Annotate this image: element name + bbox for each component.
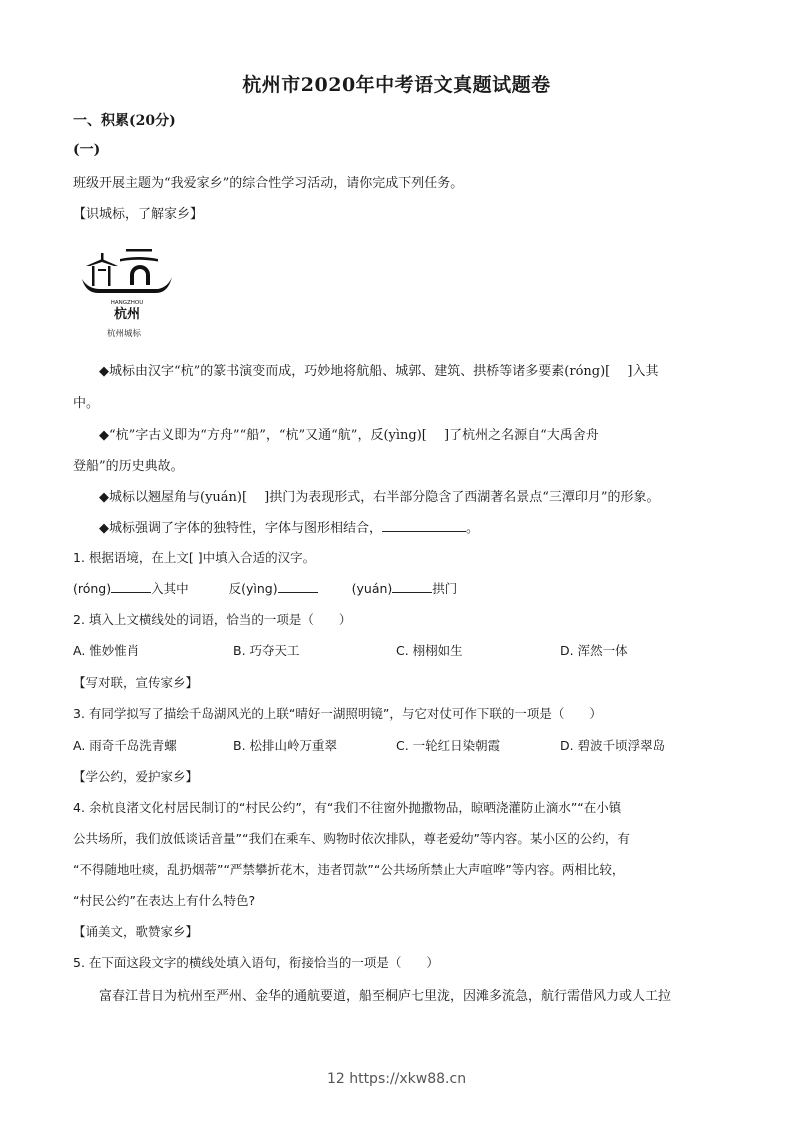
section-heading: 一、积累(20分) xyxy=(73,113,176,129)
svg-text:HANGZHOU: HANGZHOU xyxy=(110,300,144,306)
bullet-3: ◆城标以翘屋角与(yuán)[ ]拱门为表现形式，右半部分隐含了西湖著名景点“三潭印月”的形象。 xyxy=(99,490,660,505)
fill-yuan-blank[interactable] xyxy=(392,580,432,593)
bullet-1-line-1: ◆城标由汉字“杭”的篆书演变而成，巧妙地将航船、城郭、建筑、拱桥等诸多要素(róng)[ ]入其 xyxy=(99,364,659,379)
q3-option-c[interactable]: C. 一轮红日染朝霞 xyxy=(396,738,501,753)
hangzhou-city-logo xyxy=(80,243,175,343)
page-title: 杭州市2020年中考语文真题试题卷 xyxy=(242,74,551,96)
q3-option-d[interactable]: D. 碧波千顷浮翠岛 xyxy=(560,738,666,753)
answer-blank[interactable] xyxy=(382,519,466,532)
question-4-line-2: 公共场所，我们放低谈话音量”“我们在乘车、购物时依次排队，尊老爱幼”等内容。某小区的公约，有 xyxy=(73,831,630,846)
question-5-passage: 富春江昔日为杭州至严州、金华的通航要道，船至桐庐七里泷，因滩多流急，航行需借风力或人工拉 xyxy=(99,989,672,1004)
q2-option-c[interactable]: C. 栩栩如生 xyxy=(396,643,463,658)
question-2-stem: 2. 填入上文横线处的词语，恰当的一项是（ ） xyxy=(73,612,352,627)
intro-text: 班级开展主题为“我爱家乡”的综合性学习活动，请你完成下列任务。 xyxy=(73,176,464,191)
task-heading-2: 【写对联，宣传家乡】 xyxy=(73,675,199,690)
bullet-4 xyxy=(99,517,479,536)
fill-ying-blank[interactable] xyxy=(278,580,318,593)
fill-yuan-label: (yuán) xyxy=(351,581,393,596)
fill-rong-label: (róng) xyxy=(73,581,112,596)
bullet-2-line-1: ◆“杭”字古义即为“方舟”“船”，“杭”又通“航”，反(yìng)[ ]了杭州之名源自“大禹舍舟 xyxy=(99,428,599,443)
sub-heading: (一) xyxy=(73,142,101,158)
fill-rong-blank[interactable] xyxy=(111,580,151,593)
question-5-stem: 5. 在下面这段文字的横线处填入语句，衔接恰当的一项是（ ） xyxy=(73,955,439,970)
fill-yuan-suffix: 拱门 xyxy=(432,581,458,596)
bullet-4-end: 。 xyxy=(466,521,480,536)
fill-rong-suffix: 入其中 xyxy=(151,581,189,596)
q2-option-a[interactable]: A. 惟妙惟肖 xyxy=(73,643,140,658)
bullet-2-line-2: 登船”的历史典故。 xyxy=(73,459,184,474)
question-1-stem: 1. 根据语境，在上文[ ]中填入合适的汉字。 xyxy=(73,550,316,565)
question-4-line-1: 4. 余杭良渚文化村居民制订的“村民公约”，有“我们不往窗外抛撒物品，晾晒浇灌防止滴水”“在小镇 xyxy=(73,800,622,815)
q2-option-d[interactable]: D. 浑然一体 xyxy=(560,643,628,658)
svg-text:杭州城标: 杭州城标 xyxy=(106,329,142,339)
task-heading-1: 【识城标，了解家乡】 xyxy=(73,207,204,222)
question-4-line-3: “不得随地吐痰，乱扔烟蒂”“严禁攀折花木，违者罚款”“公共场所禁止大声喧哗”等内容。两相比较， xyxy=(73,862,625,877)
question-1-fills xyxy=(73,579,457,597)
q2-option-b[interactable]: B. 巧夺天工 xyxy=(233,643,300,658)
q3-option-b[interactable]: B. 松排山岭万重翠 xyxy=(233,738,338,753)
q3-option-a[interactable]: A. 雨奇千岛洗青螺 xyxy=(73,738,177,753)
task-heading-4: 【诵美文，歌赞家乡】 xyxy=(73,924,199,939)
task-heading-3: 【学公约，爱护家乡】 xyxy=(73,769,199,784)
svg-text:杭州: 杭州 xyxy=(113,307,141,322)
fill-ying-label: 反(yìng) xyxy=(228,581,278,596)
bullet-4-text: ◆城标强调了字体的独特性，字体与图形相结合， xyxy=(99,521,382,536)
bullet-1-line-2: 中。 xyxy=(73,396,100,411)
question-4-line-4: “村民公约”在表达上有什么特色? xyxy=(73,893,256,908)
page-footer: 12 https://xkw88.cn xyxy=(326,1071,467,1087)
city-emblem-icon xyxy=(80,243,175,343)
question-3-stem: 3. 有同学拟写了描绘千岛湖风光的上联“晴好一湖照明镜”，与它对仗可作下联的一项是（ ） xyxy=(73,706,602,721)
